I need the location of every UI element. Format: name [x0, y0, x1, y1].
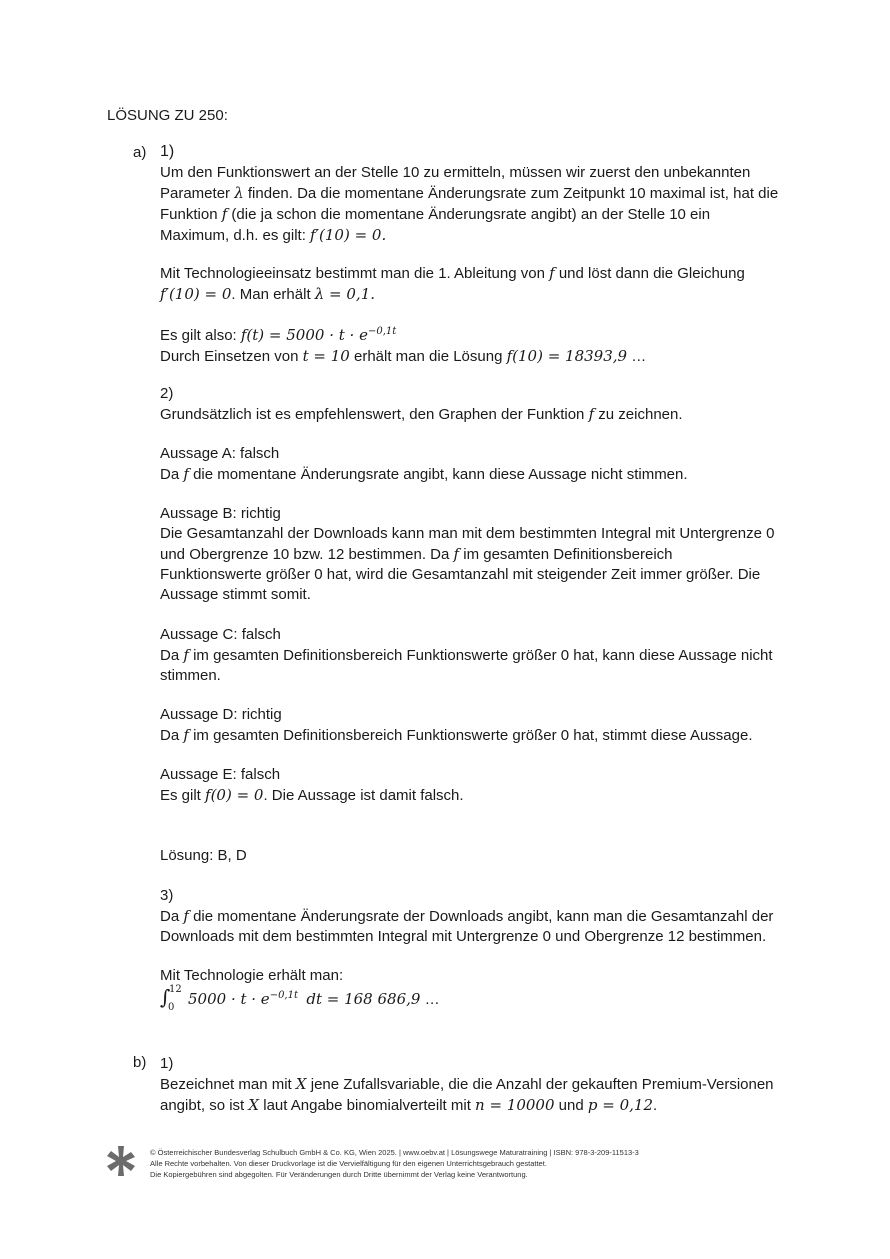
part-a-q3-number: 3) — [160, 887, 174, 904]
derivative-condition: f′(10) = 0. — [310, 226, 387, 244]
part-a-q3-technology: Mit Technologie erhält man: — [160, 967, 344, 984]
function-value-result: f(10) = 18393,9 — [506, 347, 628, 365]
statement-c: Aussage C: falsch Da f im gesamten Definitionsbereich Funktionswerte größer 0 hat, kann diese Aussage nicht stimmen. — [160, 626, 773, 684]
part-b-q1: 1) Bezeichnet man mit X jene Zufallsvariable, die die Anzahl der gekauften Premium-Versionen angibt, so ist X laut Angabe binomialverteilt mit n = 10000 und p = 0,12. — [160, 1054, 790, 1116]
part-a-q2: 2) Grundsätzlich ist es empfehlenswert, den Graphen der Funktion f zu zeichnen. — [160, 384, 790, 425]
function-formula: f(t) = 5000 · t · e — [240, 326, 368, 344]
part-b-q1-number: 1) — [160, 1055, 174, 1072]
part-a-q2-number: 2) — [160, 385, 174, 402]
statement-d: Aussage D: richtig Da f im gesamten Definitionsbereich Funktionswerte größer 0 hat, stimmt diese Aussage. — [160, 706, 753, 744]
integral-sign: ∫ — [160, 985, 171, 1009]
part-b-label: b) — [133, 1054, 147, 1071]
publisher-logo-icon — [104, 1144, 138, 1178]
footer-copyright: © Österreichischer Bundesverlag Schulbuch GmbH & Co. KG, Wien 2025. | www.oebv.at | Lösungswege Maturatraining | ISBN: 978-3-209-11513-3 Alle Rechte vorbehalten. Von dieser Druckvorlage ist die Vervielfältigung für den eigenen Unterrichtsgebrauch gestattet. Die Kopiergebühren sind abgegolten. Für Veränderungen durch Dritte übernimmt der Verlag keine Verantwortung. — [150, 1148, 639, 1179]
part-a-q3: 3) Da f die momentane Änderungsrate der Downloads angibt, kann man die Gesamtanzahl der Downloads mit dem bestimmten Integral mit Untergrenze 0 und Obergrenze 12 bestimmen. — [160, 886, 790, 947]
statement-e: Aussage E: falsch Es gilt f(0) = 0. Die Aussage ist damit falsch. — [160, 766, 464, 804]
part-a-q1-technology: Mit Technologieeinsatz bestimmt man die 1. Ableitung von f und löst dann die Gleichung f′(10) = 0. Man erhält λ = 0,1. — [160, 264, 745, 303]
part-a-q1-intro: Um den Funktionswert an der Stelle 10 zu ermitteln, müssen wir zuerst den unbekannten Parameter λ finden. Da die momentane Änderungsrate zum Zeitpunkt 10 maximal ist, hat die Funktion f (die ja schon die momentane Änderungsrate angibt) an der Stelle 10 ein Maximum, d.h. es gilt: f′(10) = 0. — [160, 164, 779, 244]
integral-lower-bound: 0 — [168, 1002, 175, 1013]
part-a-label: a) — [133, 144, 147, 161]
integral-formula: ∫ 12 0 $5000 \cdot t \cdot e^{-0,1t}$ dt = 168 686,9 … — [160, 984, 440, 1013]
part-a-q1-number: 1) — [160, 143, 175, 160]
part-a-q1-solution: Es gilt also: $f(t) = 5000 \cdot t \cdot e^{-0,1t}$ Durch Einsetzen von t = 10 erhält man die Lösung f(10) = 18393,9 … — [160, 326, 647, 365]
integral-result: dt = 168 686,9 — [306, 990, 421, 1008]
page-heading: LÖSUNG ZU 250: — [107, 107, 228, 124]
statement-a: Aussage A: falsch Da f die momentane Änderungsrate angibt, kann diese Aussage nicht stimmen. — [160, 445, 688, 483]
statement-b: Aussage B: richtig Die Gesamtanzahl der Downloads kann man mit dem bestimmten Integral mit Untergrenze 0 und Obergrenze 10 bzw. 12 bestimmen. Da f im gesamten Definitionsbereich Funktionswerte größer 0 hat, wird die Gesamtanzahl mit steigender Zeit immer größer. Die Aussage stimmt somit. — [160, 505, 775, 603]
lambda-result: λ = 0,1. — [314, 285, 376, 303]
integral-upper-bound: 12 — [169, 984, 182, 995]
q2-solution: Lösung: B, D — [160, 847, 247, 864]
